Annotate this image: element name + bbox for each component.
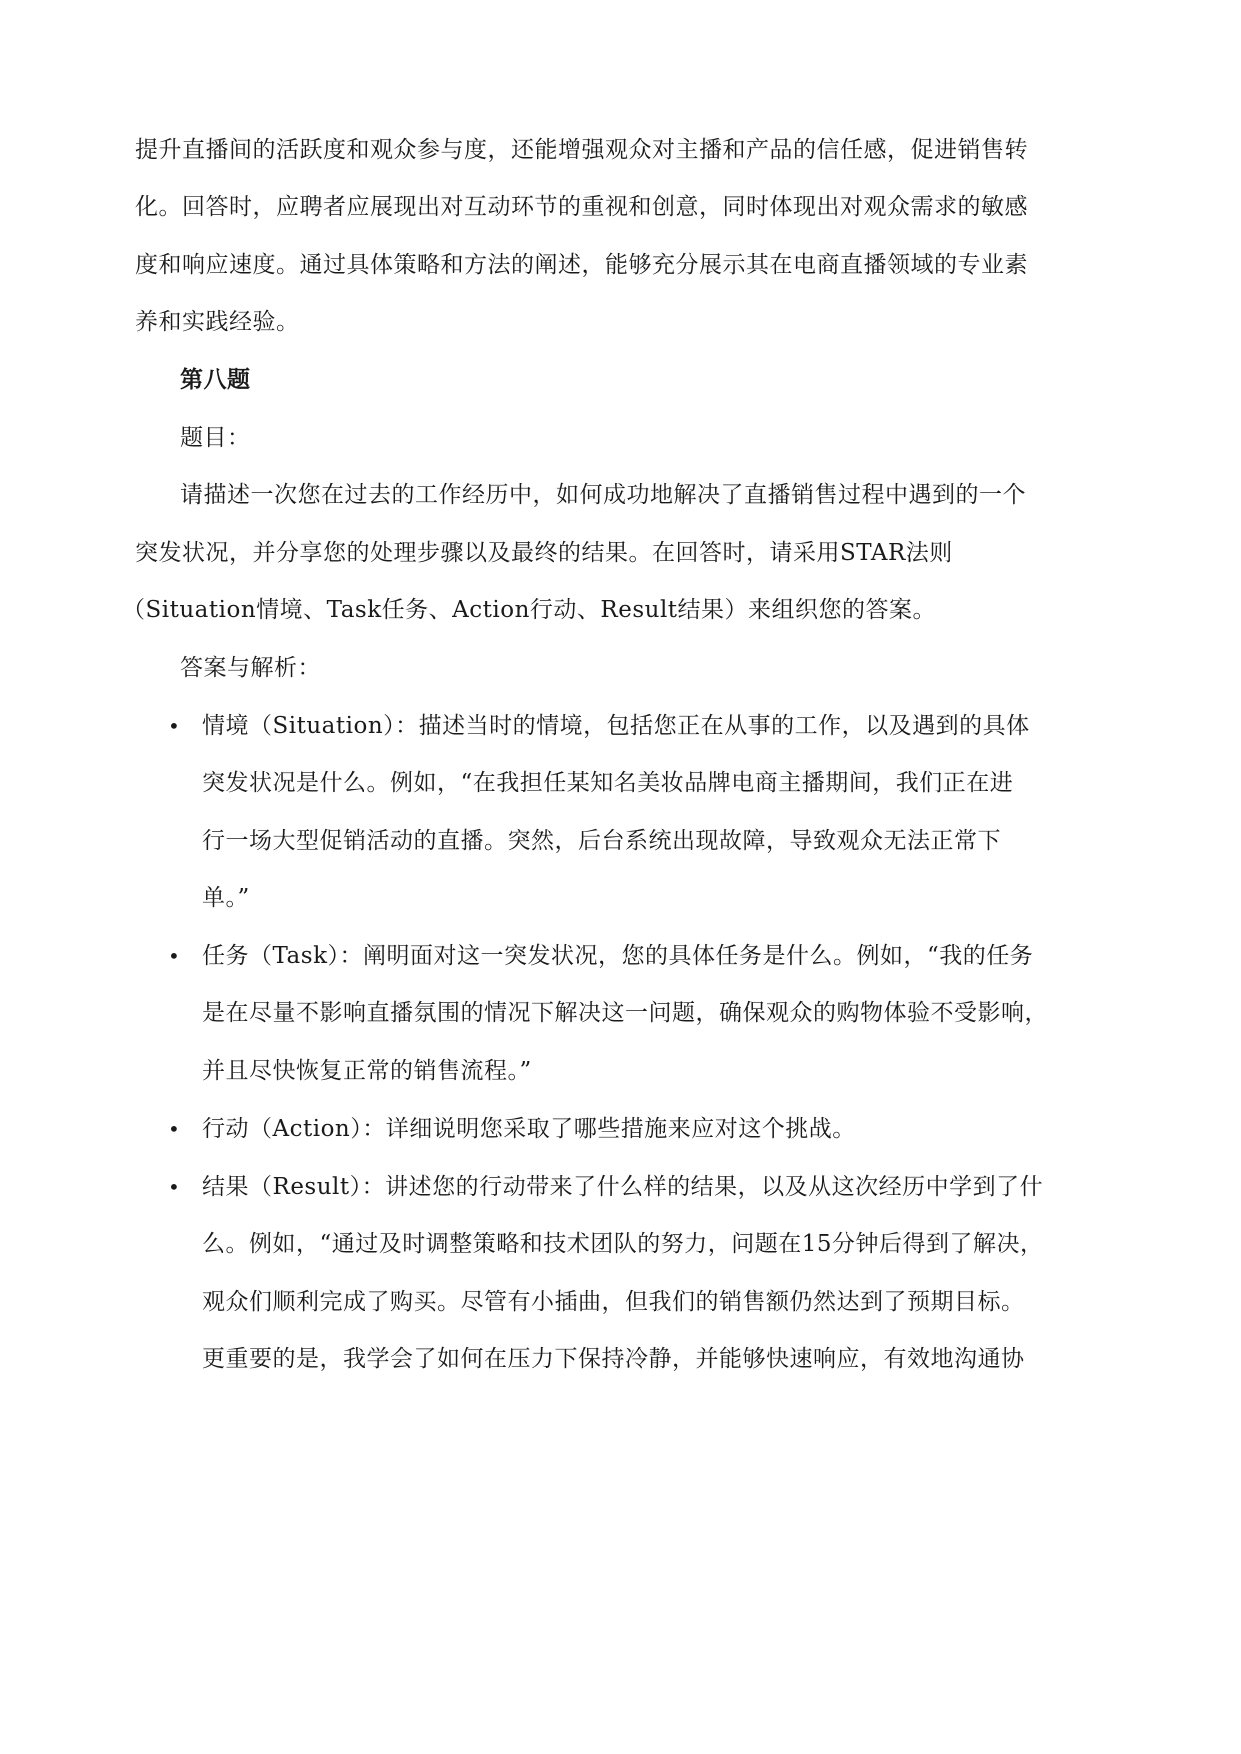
bullet-result-line-1: 结果（Result）：讲述您的行动带来了什么样的结果，以及从这次经历中学到了什 [202, 1174, 1044, 1200]
bullet-task-line-3: 并且尽快恢复正常的销售流程。” [202, 1058, 532, 1084]
bullet-task-line-1: 任务（Task）：阐明面对这一突发状况，您的具体任务是什么。例如，“我的任务 [202, 943, 1034, 969]
intro-line-2: 化。回答时，应聘者应展现出对互动环节的重视和创意，同时体现出对观众需求的敏感 [135, 194, 1028, 220]
intro-line-3: 度和响应速度。通过具体策略和方法的阐述，能够充分展示其在电商直播领域的专业素 [135, 252, 1028, 278]
question-line-3: （Situation情境、Task任务、Action行动、Result结果）来组织您的答案。 [122, 597, 937, 623]
bullet-result-line-3: 观众们顺利完成了购买。尽管有小插曲，但我们的销售额仍然达到了预期目标。 [202, 1289, 1025, 1315]
bullet-action-line-1: 行动（Action）：详细说明您采取了哪些措施来应对这个挑战。 [202, 1116, 856, 1142]
bullet-marker: • [168, 944, 180, 968]
bullet-situation-line-3: 行一场大型促销活动的直播。突然，后台系统出现故障，导致观众无法正常下 [202, 828, 1001, 854]
question-line-2: 突发状况，并分享您的处理步骤以及最终的结果。在回答时，请采用STAR法则 [135, 540, 953, 566]
bullet-marker: • [168, 1175, 180, 1199]
bullet-marker: • [168, 1117, 180, 1141]
answer-label: 答案与解析： [180, 655, 321, 681]
question-label: 题目： [180, 425, 251, 451]
bullet-situation-line-2: 突发状况是什么。例如，“在我担任某知名美妆品牌电商主播期间，我们正在进 [202, 770, 1014, 796]
section-title: 第八题 [180, 366, 251, 393]
intro-line-4: 养和实践经验。 [135, 309, 300, 335]
bullet-situation-line-4: 单。” [202, 885, 250, 911]
bullet-result-line-4: 更重要的是，我学会了如何在压力下保持冷静，并能够快速响应，有效地沟通协 [202, 1346, 1025, 1372]
bullet-situation-line-1: 情境（Situation）：描述当时的情境，包括您正在从事的工作，以及遇到的具体 [202, 713, 1030, 739]
bullet-result-line-2: 么。例如，“通过及时调整策略和技术团队的努力，问题在15分钟后得到了解决， [202, 1231, 1044, 1257]
question-line-1: 请描述一次您在过去的工作经历中，如何成功地解决了直播销售过程中遇到的一个 [180, 482, 1026, 508]
bullet-task-line-2: 是在尽量不影响直播氛围的情况下解决这一问题，确保观众的购物体验不受影响， [202, 1000, 1048, 1026]
intro-line-1: 提升直播间的活跃度和观众参与度，还能增强观众对主播和产品的信任感，促进销售转 [135, 137, 1028, 163]
bullet-marker: • [168, 714, 180, 738]
